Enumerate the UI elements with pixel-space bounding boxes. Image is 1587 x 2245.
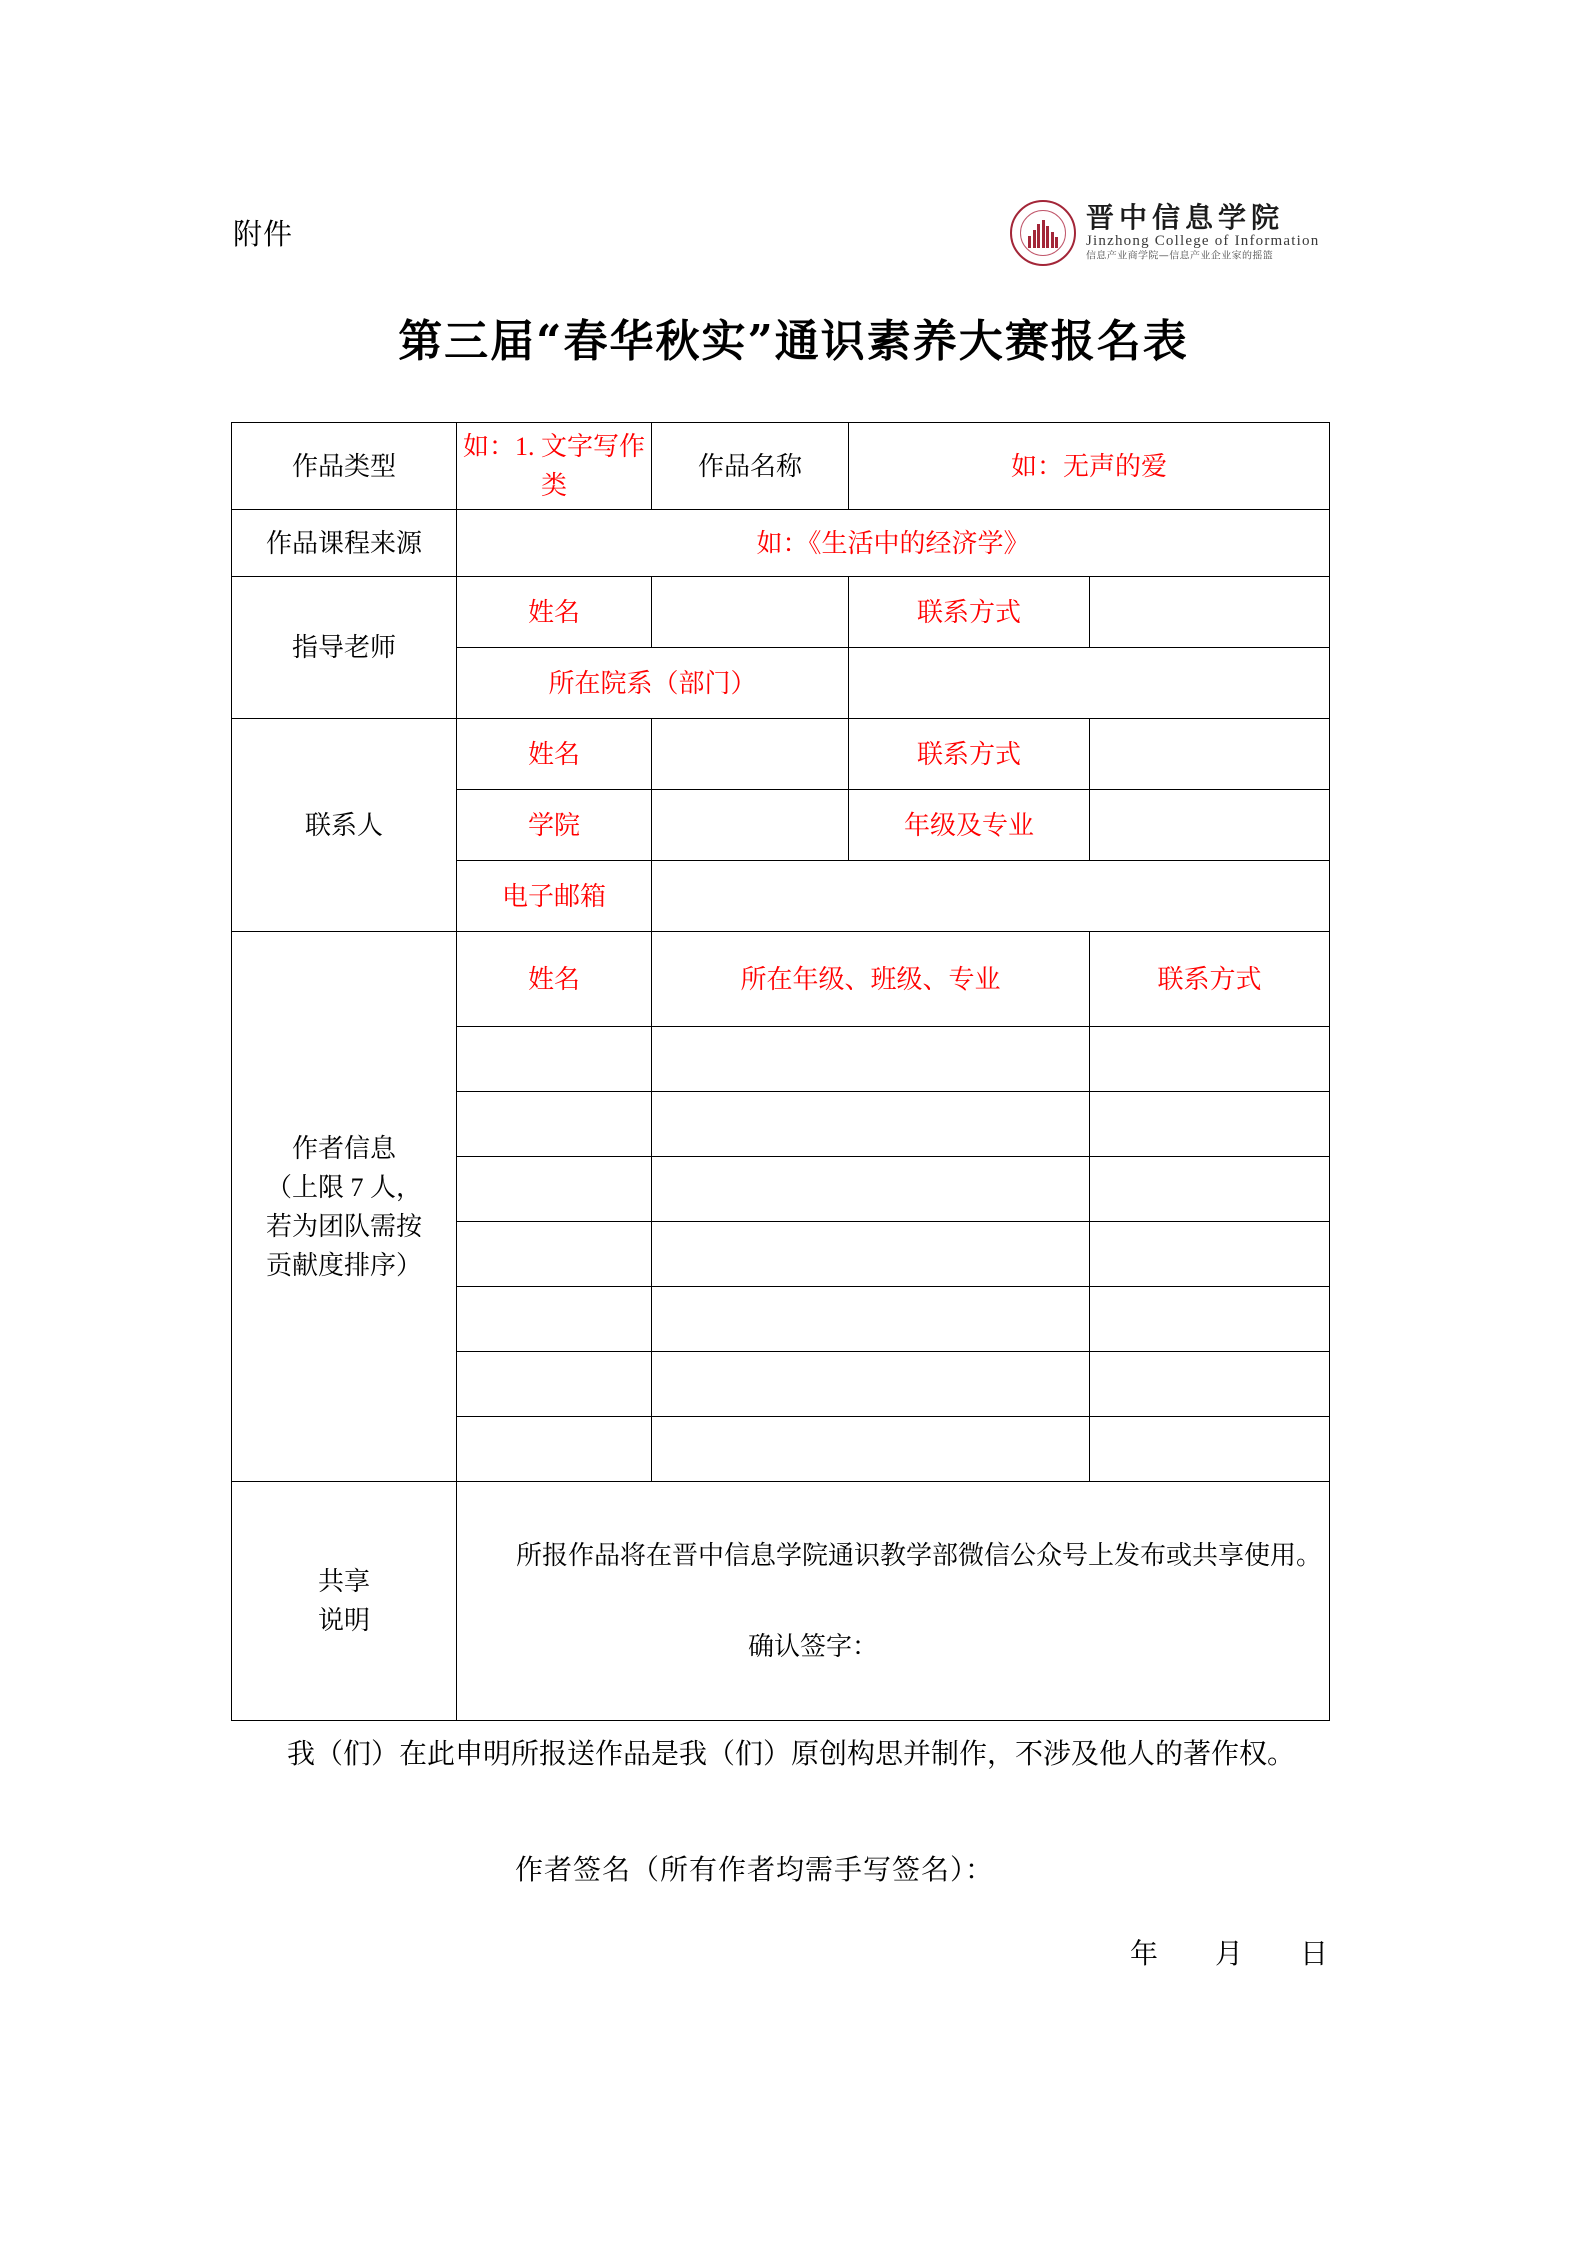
attachment-label: 附件	[233, 219, 294, 251]
share-label-line-1: 共享	[317, 1567, 370, 1596]
confirm-signature-label[interactable]: 确认签字：	[748, 1632, 879, 1661]
teacher-dept-label: 所在院系（部门）	[457, 648, 849, 719]
author-contact-cell[interactable]	[1090, 1417, 1330, 1482]
contact-college-value[interactable]	[652, 790, 849, 861]
author-name-cell[interactable]	[457, 1417, 652, 1482]
contact-name-value[interactable]	[652, 719, 849, 790]
course-source-label: 作品课程来源	[232, 510, 457, 577]
date-line[interactable]	[1130, 1932, 1330, 1972]
work-name-label: 作品名称	[652, 423, 849, 510]
author-signature-label[interactable]: 作者签名（所有作者均需手写签名）：	[515, 1855, 995, 1886]
author-grade-cell[interactable]	[652, 1287, 1090, 1352]
date-day-label: 日	[1300, 1939, 1331, 1970]
teacher-contact-label: 联系方式	[849, 577, 1090, 648]
contact-section-label: 联系人	[232, 719, 457, 932]
teacher-name-label: 姓名	[457, 577, 652, 648]
declaration-text: 我（们）在此申明所报送作品是我（们）原创构思并制作，不涉及他人的著作权。	[287, 1739, 1296, 1770]
author-contact-cell[interactable]	[1090, 1287, 1330, 1352]
table-row	[232, 510, 1330, 577]
course-source-value[interactable]: 如：《生活中的经济学》	[457, 510, 1330, 577]
logo-slogan: 信息产业商学院—信息产业企业家的摇篮	[1086, 251, 1274, 262]
share-label-line-2: 说明	[317, 1606, 370, 1635]
author-grade-cell[interactable]	[652, 1417, 1090, 1482]
work-name-value[interactable]: 如：无声的爱	[849, 423, 1330, 510]
author-contact-cell[interactable]	[1090, 1027, 1330, 1092]
authors-label-line-4: 贡献度排序）	[265, 1250, 422, 1280]
college-seal-icon	[1010, 200, 1076, 266]
contact-college-label: 学院	[457, 790, 652, 861]
share-section-label	[232, 1482, 457, 1721]
author-name-cell[interactable]	[457, 1222, 652, 1287]
teacher-name-value[interactable]	[652, 577, 849, 648]
page-title: 第三届“春华秋实”通识素养大赛报名表	[398, 316, 1189, 367]
originality-declaration	[231, 1732, 1341, 1778]
contact-grade-major-value[interactable]	[1090, 790, 1330, 861]
logo-name-cn: 晋中信息学院	[1086, 200, 1285, 234]
seal-building-icon	[1028, 220, 1058, 248]
author-grade-cell[interactable]	[652, 1157, 1090, 1222]
teacher-contact-value[interactable]	[1090, 577, 1330, 648]
table-row	[232, 1482, 1330, 1721]
table-row	[232, 932, 1330, 1027]
share-statement-text: 所报作品将在晋中信息学院通识教学部微信公众号上发布或共享使用。	[516, 1541, 1323, 1570]
authors-header-grade-class-major: 所在年级、班级、专业	[652, 932, 1090, 1027]
author-grade-cell[interactable]	[652, 1222, 1090, 1287]
date-month-label: 月	[1215, 1939, 1246, 1970]
authors-label-line-2: （上限 7 人，	[265, 1172, 422, 1202]
author-grade-cell[interactable]	[652, 1027, 1090, 1092]
date-year-label: 年	[1130, 1939, 1161, 1970]
author-grade-cell[interactable]	[652, 1092, 1090, 1157]
contact-email-value[interactable]	[652, 861, 1330, 932]
author-name-cell[interactable]	[457, 1287, 652, 1352]
contact-email-label: 电子邮箱	[457, 861, 652, 932]
contact-contact-value[interactable]	[1090, 719, 1330, 790]
author-name-cell[interactable]	[457, 1157, 652, 1222]
share-statement-cell	[457, 1482, 1330, 1721]
table-row	[232, 719, 1330, 790]
table-row	[232, 423, 1330, 510]
author-contact-cell[interactable]	[1090, 1222, 1330, 1287]
author-contact-cell[interactable]	[1090, 1092, 1330, 1157]
authors-header-contact: 联系方式	[1090, 932, 1330, 1027]
author-name-cell[interactable]	[457, 1027, 652, 1092]
author-name-cell[interactable]	[457, 1352, 652, 1417]
registration-form-table	[231, 422, 1330, 1721]
author-name-cell[interactable]	[457, 1092, 652, 1157]
work-type-label: 作品类型	[232, 423, 457, 510]
author-contact-cell[interactable]	[1090, 1352, 1330, 1417]
teacher-section-label: 指导老师	[232, 577, 457, 719]
authors-header-name: 姓名	[457, 932, 652, 1027]
authors-label-line-3: 若为团队需按	[265, 1211, 422, 1241]
authors-label-line-1: 作者信息	[291, 1133, 396, 1163]
table-row	[232, 577, 1330, 648]
logo-text-block	[1086, 200, 1320, 263]
author-contact-cell[interactable]	[1090, 1157, 1330, 1222]
contact-contact-label: 联系方式	[849, 719, 1090, 790]
authors-section-label	[232, 932, 457, 1482]
contact-grade-major-label: 年级及专业	[849, 790, 1090, 861]
logo-name-en: Jinzhong College of Information	[1086, 233, 1320, 250]
contact-name-label: 姓名	[457, 719, 652, 790]
institution-logo	[1010, 197, 1350, 269]
author-grade-cell[interactable]	[652, 1352, 1090, 1417]
teacher-dept-value[interactable]	[849, 648, 1330, 719]
work-type-value[interactable]: 如：1. 文字写作类	[457, 423, 652, 510]
